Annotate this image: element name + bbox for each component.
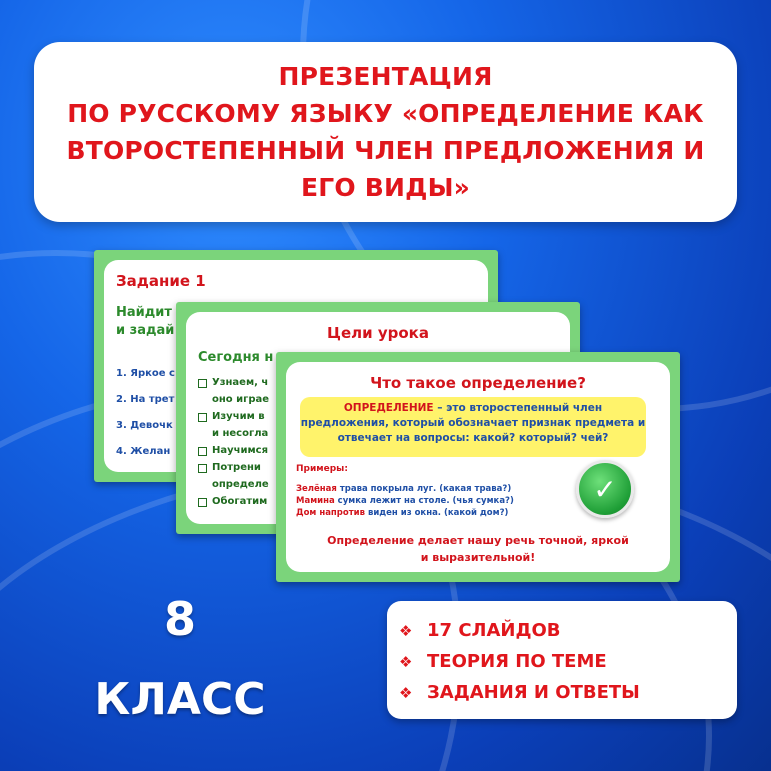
checkbox-icon	[198, 379, 207, 388]
definition-box	[300, 397, 646, 457]
checkbox-icon	[198, 498, 207, 507]
slide-title: Цели урока	[327, 324, 429, 342]
list-item	[198, 376, 269, 390]
examples-heading: Примеры:	[296, 464, 348, 474]
list-item	[198, 495, 269, 509]
example-word: Дом напротив	[296, 508, 365, 518]
slide-subtitle: Сегодня н	[198, 350, 274, 365]
example-line	[296, 483, 514, 495]
feature-item	[399, 615, 737, 646]
diamond-bullet-icon: ❖	[399, 652, 413, 671]
list-item-text: Обогатим	[212, 496, 268, 507]
list-item	[198, 427, 269, 441]
footer-line: и выразительной!	[420, 551, 536, 564]
definition-term: ОПРЕДЕЛЕНИЕ	[343, 402, 434, 414]
list-item: 1. Яркое с	[116, 368, 175, 379]
checkbox-icon	[198, 464, 207, 473]
slide-title: Задание 1	[116, 272, 206, 290]
list-item	[198, 461, 269, 475]
task-list	[116, 368, 175, 472]
task-line: и задай	[116, 323, 175, 338]
title-line-4: ЕГО ВИДЫ»	[300, 173, 471, 202]
list-item-text: определе	[212, 479, 269, 490]
title-line-1: ПРЕЗЕНТАЦИЯ	[278, 62, 493, 91]
feature-item	[399, 646, 737, 677]
diamond-bullet-icon: ❖	[399, 683, 413, 702]
check-icon: ✓	[576, 460, 634, 518]
slide-preview-definition	[276, 352, 680, 582]
example-text: сумка лежит на столе. (чья сумка?)	[334, 496, 514, 506]
checkbox-icon	[198, 447, 207, 456]
list-item	[198, 478, 269, 492]
definition-text: – это второстепенный член предложения, который обозначает признак предмета и отвечает на вопросы: какой? который? чей?	[300, 402, 646, 444]
list-item-text: Изучим в	[212, 411, 265, 422]
title-line-2: ПО РУССКОМУ ЯЗЫКУ «ОПРЕДЕЛЕНИЕ КАК	[67, 99, 704, 128]
example-line	[296, 507, 514, 519]
list-item	[198, 444, 269, 458]
grade-label: КЛАСС	[94, 674, 266, 725]
feature-text: ТЕОРИЯ ПО ТЕМЕ	[427, 651, 607, 672]
grade-number: 8	[163, 592, 196, 646]
example-line	[296, 495, 514, 507]
task-text	[116, 304, 174, 340]
checkbox-icon	[198, 413, 207, 422]
examples-list	[296, 483, 514, 519]
list-item: 4. Желан	[116, 446, 171, 457]
goals-list	[198, 376, 269, 512]
title-line-3: ВТОРОСТЕПЕННЫЙ ЧЛЕН ПРЕДЛОЖЕНИЯ И	[66, 136, 705, 165]
slide-footer	[286, 532, 670, 566]
list-item	[198, 410, 269, 424]
example-word: Зелёная	[296, 484, 337, 494]
slide-title: Что такое определение?	[370, 374, 586, 392]
example-text: трава покрыла луг. (какая трава?)	[336, 484, 512, 494]
list-item: 2. На трет	[116, 394, 175, 405]
slide-content	[286, 362, 670, 572]
example-text: виден из окна. (какой дом?)	[364, 508, 509, 518]
feature-item	[399, 677, 737, 708]
example-word: Мамина	[296, 496, 335, 506]
features-card	[387, 601, 737, 719]
list-item-text: Научимся	[212, 445, 269, 456]
list-item-text: Узнаем, ч	[212, 377, 269, 388]
footer-line: Определение делает нашу речь точной, яркой	[327, 534, 629, 547]
feature-text: 17 СЛАЙДОВ	[427, 620, 561, 641]
list-item	[198, 393, 269, 407]
list-item-text: Потрени	[212, 462, 261, 473]
list-item-text: и несогла	[212, 428, 269, 439]
feature-text: ЗАДАНИЯ И ОТВЕТЫ	[427, 682, 640, 703]
title-card	[34, 42, 737, 222]
list-item: 3. Девочк	[116, 420, 173, 431]
task-line: Найдит	[116, 305, 172, 320]
diamond-bullet-icon: ❖	[399, 621, 413, 640]
list-item-text: оно играе	[212, 394, 270, 405]
